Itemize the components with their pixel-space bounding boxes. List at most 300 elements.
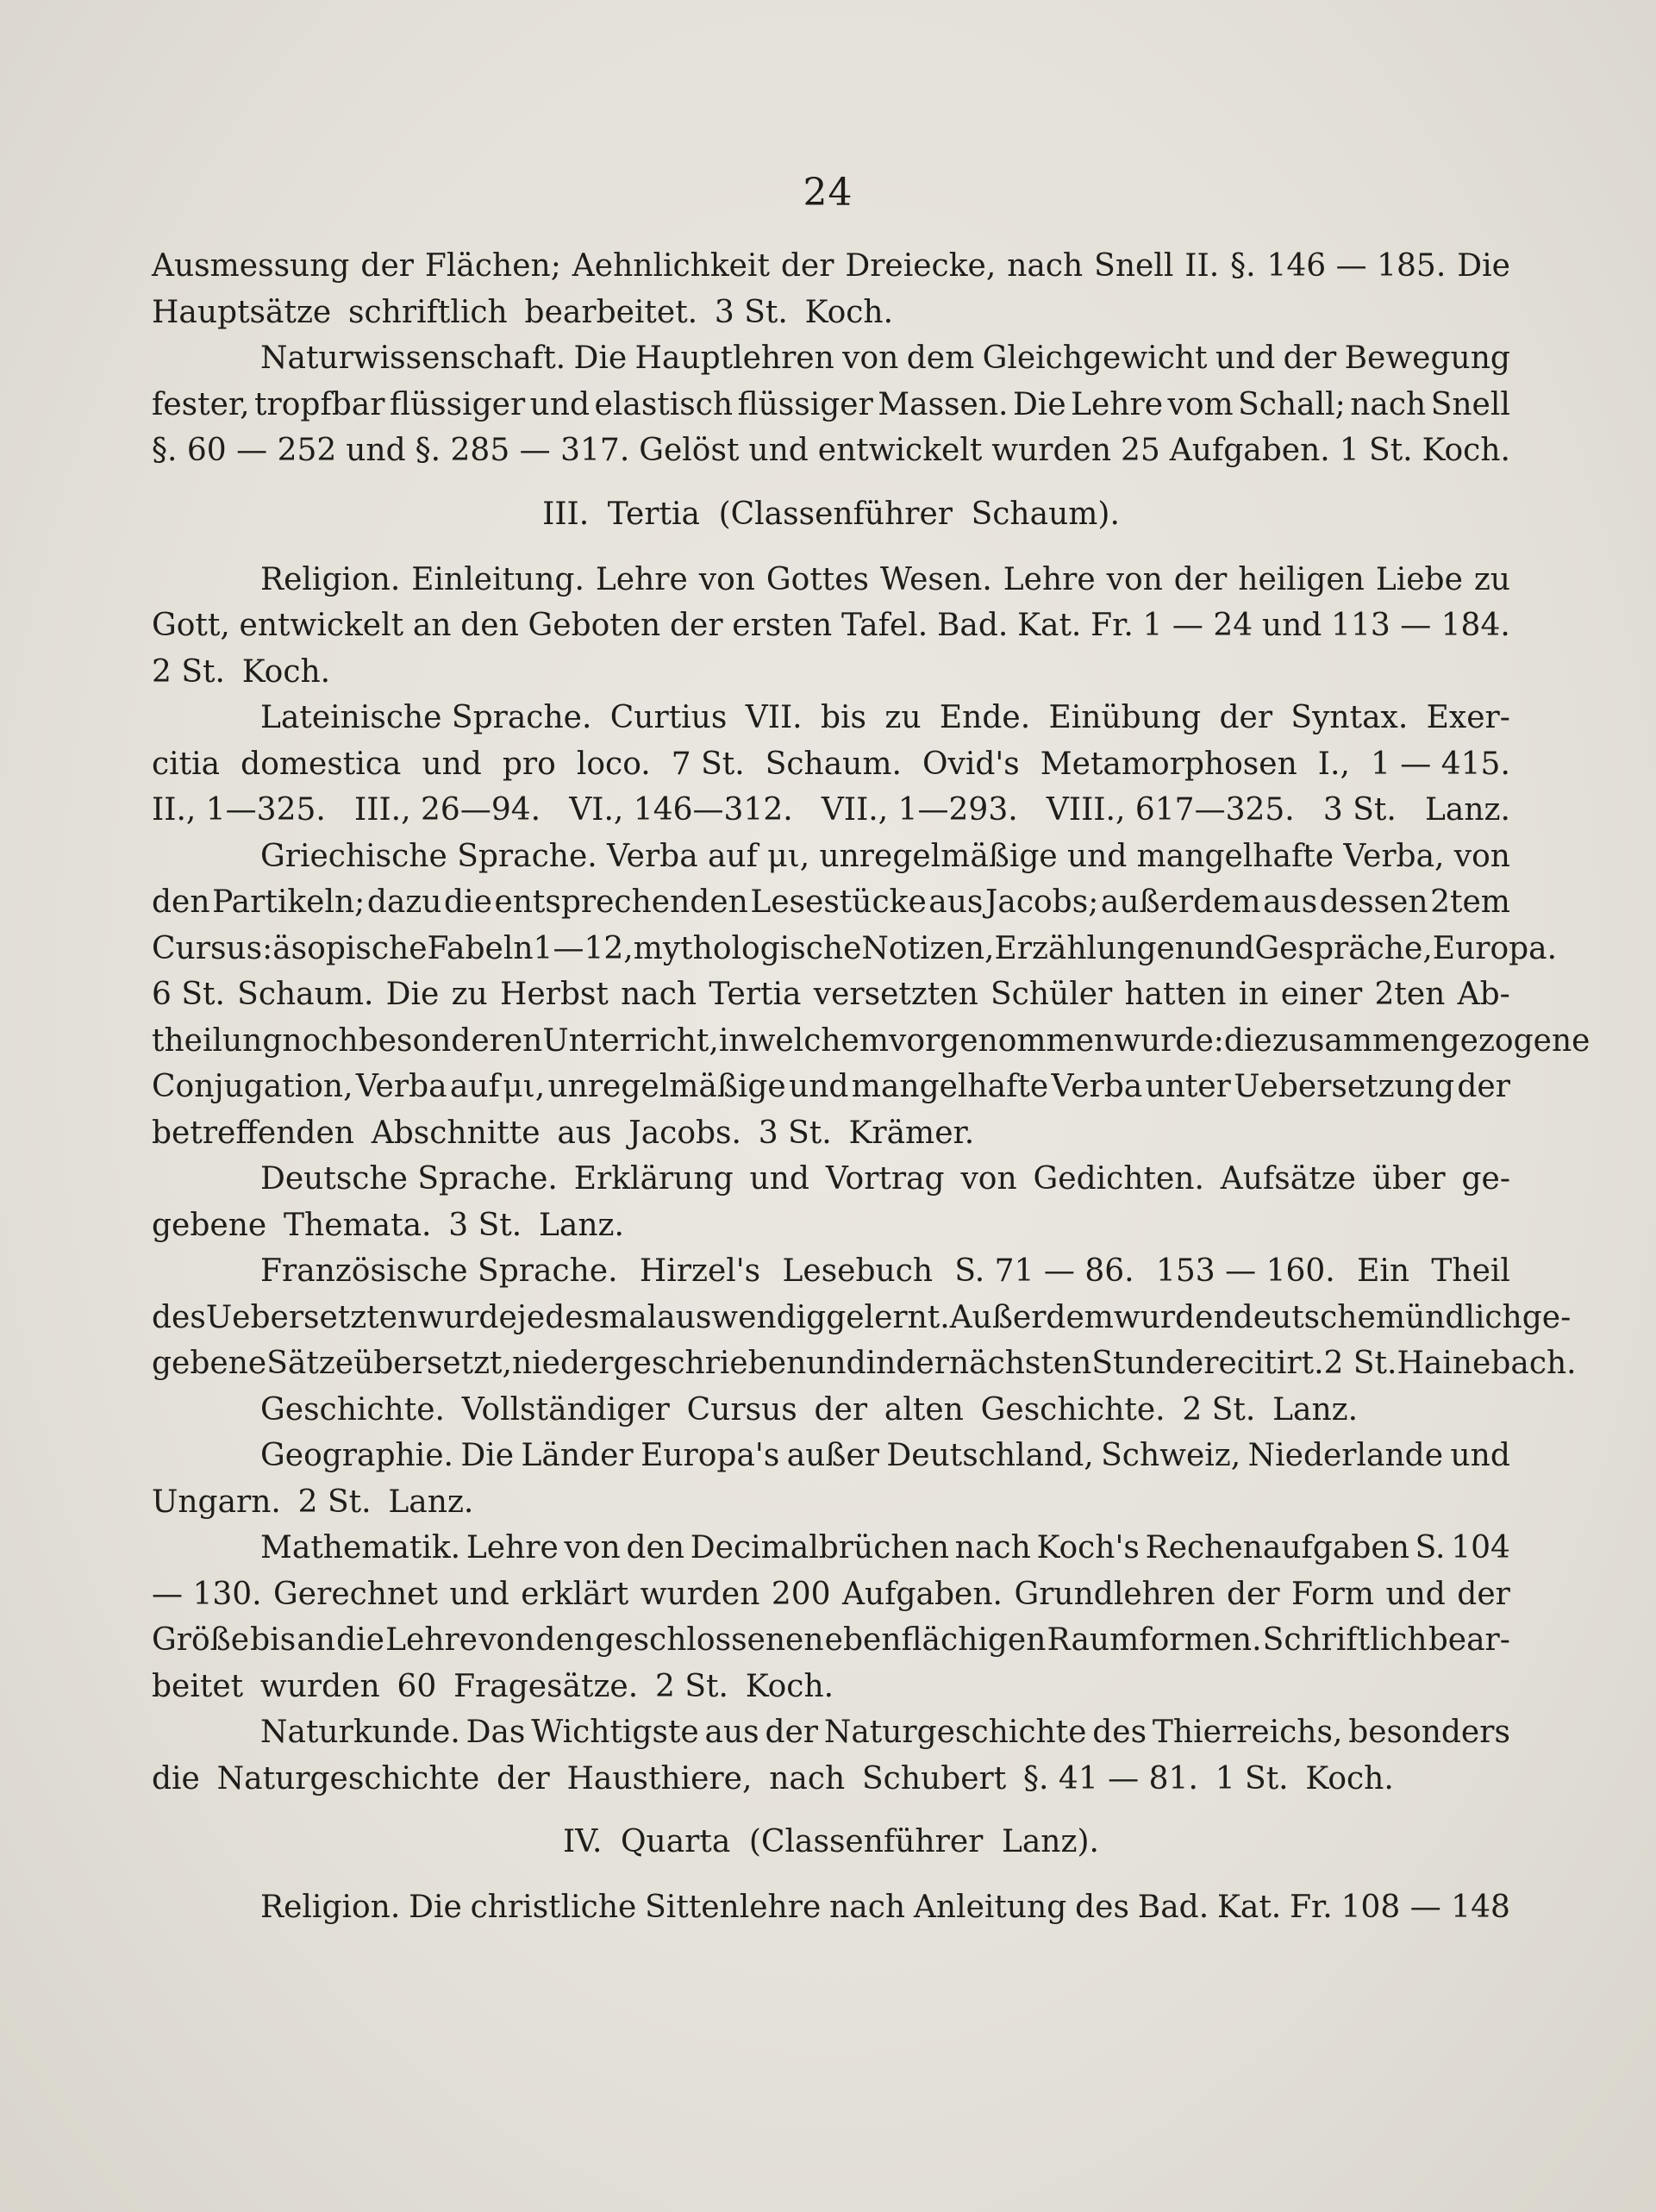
text-line: [152, 787, 1510, 834]
word: ge-: [1522, 1299, 1572, 1335]
word: 60: [397, 1668, 437, 1704]
word: welchem: [748, 1022, 889, 1059]
word: unregelmäßige: [819, 838, 1058, 874]
word: nach: [954, 1530, 1031, 1565]
text-line: [152, 741, 1510, 788]
section-heading: [152, 491, 1510, 540]
word: die: [1223, 1022, 1272, 1059]
word: zu: [884, 700, 922, 735]
word: Wichtigste: [531, 1715, 699, 1750]
text-line: [152, 879, 1510, 926]
word: theilung: [152, 1022, 283, 1059]
word: vorgenommen: [888, 1022, 1115, 1059]
text-line: [152, 1295, 1572, 1341]
word: Quarta: [621, 1824, 731, 1859]
word: die: [336, 1622, 384, 1658]
word: noch: [282, 1022, 359, 1059]
word: flüssiger: [737, 386, 873, 422]
word: einer: [1280, 977, 1363, 1012]
word: wurden: [991, 433, 1112, 468]
word: recitirt.: [1203, 1346, 1324, 1381]
word: Form: [1290, 1576, 1374, 1612]
word: Stunde: [1091, 1346, 1204, 1381]
word: Abschnitte: [371, 1115, 541, 1151]
word: Die: [573, 341, 628, 376]
word: 3 St.: [758, 1115, 832, 1151]
word: Hauptsätze: [152, 294, 332, 330]
word: wurden: [1113, 1299, 1234, 1335]
word: Aufgaben.: [1169, 433, 1330, 468]
word: Schaum).: [971, 496, 1120, 532]
word: unregelmäßige: [547, 1069, 786, 1104]
word: der: [669, 608, 723, 643]
word: Sätze: [266, 1346, 354, 1381]
word: Snell: [1094, 248, 1174, 284]
word: der: [780, 248, 834, 284]
word: 1—12,: [533, 930, 634, 966]
word: VII.: [745, 700, 803, 735]
word: 25: [1120, 433, 1160, 468]
word: 2 St.: [1182, 1391, 1256, 1428]
word: zu: [451, 977, 488, 1012]
word: Schall;: [1238, 386, 1346, 422]
word: der: [1457, 1069, 1510, 1104]
word: Lehre: [466, 1530, 559, 1565]
word: 146 — 185.: [1266, 248, 1447, 284]
word: Ab-: [1457, 977, 1510, 1012]
word: Verba: [606, 838, 698, 874]
word: und: [1215, 341, 1276, 376]
word: Bad.: [1137, 1890, 1209, 1925]
word: Flächen;: [424, 248, 561, 284]
page-number: 24: [803, 171, 853, 215]
word: Religion.: [260, 1890, 401, 1925]
word: 2 St.: [654, 1668, 728, 1704]
word: Lehre: [385, 1622, 478, 1658]
word: dessen: [1319, 884, 1428, 920]
word: auf: [707, 838, 758, 874]
text-line: [152, 649, 1510, 696]
word: 2 St.: [1323, 1346, 1397, 1381]
word: Metamorphosen: [1040, 746, 1297, 782]
word: Naturkunde.: [260, 1715, 460, 1750]
word: Exer-: [1426, 700, 1510, 735]
word: und: [422, 746, 482, 782]
word: Geschichte.: [260, 1391, 445, 1428]
word: Themata.: [284, 1207, 432, 1243]
word: dazu: [366, 884, 442, 920]
word: gelernt.: [826, 1299, 950, 1335]
word: 2 St.: [297, 1484, 372, 1520]
word: §.: [1230, 248, 1256, 284]
word: und: [529, 386, 591, 422]
word: Cursus:: [152, 930, 273, 966]
word: Die: [1457, 248, 1510, 284]
word: Geographie.: [260, 1438, 453, 1473]
word: 153 — 160.: [1155, 1253, 1335, 1289]
word: bearbeitet.: [524, 294, 698, 330]
text-line: [152, 926, 1558, 972]
word: Aufgaben.: [842, 1576, 1003, 1612]
word: §. 285 — 317.: [415, 433, 630, 468]
word: Curtius: [609, 700, 728, 735]
word: aus: [704, 1715, 759, 1750]
text-line: [152, 243, 1510, 290]
word: die: [444, 884, 492, 920]
word: Die: [460, 1438, 515, 1473]
word: von: [960, 1161, 1017, 1197]
text-line: [152, 382, 1510, 428]
word: des: [1075, 1890, 1129, 1925]
word: von: [842, 341, 899, 376]
word: Niederlande: [1247, 1438, 1444, 1473]
word: hatten: [1124, 977, 1227, 1012]
text-line: [152, 834, 1510, 880]
word: Vortrag: [825, 1161, 945, 1197]
word: des: [152, 1299, 206, 1335]
word: Lanz.: [539, 1207, 624, 1243]
word: Krämer.: [848, 1115, 975, 1151]
word: und: [1261, 608, 1322, 643]
word: Bewegung: [1344, 341, 1510, 376]
section-gap: [152, 1867, 1510, 1884]
word: dem: [906, 341, 975, 376]
word: Koch.: [1305, 1760, 1394, 1796]
text-line: [152, 1884, 1510, 1931]
word: Notizen,: [861, 930, 995, 966]
word: den: [626, 1530, 685, 1565]
word: entwickelt: [817, 433, 983, 468]
word: des: [1092, 1715, 1147, 1750]
text-line: [152, 1110, 1510, 1157]
word: in: [1238, 977, 1269, 1012]
word: nach: [769, 1760, 846, 1796]
word: Bad.: [936, 608, 1009, 643]
word: 1 — 24: [1142, 608, 1253, 643]
word: Tafel.: [840, 608, 928, 643]
word: flüssiger: [389, 386, 526, 422]
word: II., 1—325.: [152, 792, 326, 828]
word: Geboten: [528, 608, 661, 643]
word: mangelhafte: [851, 1069, 1049, 1104]
word: Schweiz,: [1101, 1438, 1241, 1473]
word: Europa's: [641, 1438, 780, 1473]
word: von: [1453, 838, 1510, 874]
word: in: [865, 1346, 897, 1381]
word: schriftlich: [348, 294, 508, 330]
word: Gott,: [152, 608, 230, 643]
word: Cursus: [686, 1391, 797, 1428]
word: Grundlehren: [1014, 1576, 1215, 1612]
word: Lanz.: [1424, 792, 1510, 828]
word: II.: [1184, 248, 1220, 284]
text-line: [152, 603, 1510, 649]
word: Tertia: [607, 496, 700, 532]
word: μι,: [767, 838, 810, 874]
word: Lehre: [1071, 386, 1164, 422]
word: Erzählungen: [994, 930, 1195, 966]
word: Fragesätze.: [453, 1668, 639, 1704]
word: wurde:: [1114, 1022, 1224, 1059]
word: citia: [152, 746, 221, 782]
word: mangelhafte: [1136, 838, 1334, 874]
word: Gottes: [766, 561, 870, 597]
word: tropfbar: [254, 386, 385, 422]
word: Gedichten.: [1033, 1161, 1204, 1197]
word: 2tem: [1430, 884, 1510, 920]
word: jedesmal: [516, 1299, 658, 1335]
word: Tertia: [709, 977, 802, 1012]
word: der: [814, 1391, 868, 1428]
word: äsopische: [272, 930, 428, 966]
word: unter: [1145, 1069, 1231, 1104]
section-gap: [152, 474, 1510, 491]
word: Liebe: [1375, 561, 1463, 597]
word: VIII., 617—325.: [1046, 792, 1295, 828]
word: 108 — 148: [1340, 1890, 1510, 1925]
word: der: [1283, 341, 1337, 376]
word: an: [412, 608, 452, 643]
word: 2ten: [1374, 977, 1446, 1012]
word: die: [152, 1760, 200, 1796]
word: Koch.: [804, 294, 894, 330]
text-line: [152, 290, 1510, 336]
word: 200: [771, 1576, 831, 1612]
word: gebene: [152, 1207, 267, 1243]
word: domestica: [241, 746, 402, 782]
word: der: [497, 1760, 550, 1796]
word: Schaum.: [237, 977, 374, 1012]
word: mündlich: [1375, 1299, 1522, 1335]
word: ebenflächigen: [824, 1622, 1047, 1658]
body-text: [152, 243, 1590, 1931]
text-line: [152, 1617, 1510, 1664]
word: Naturgeschichte: [216, 1760, 480, 1796]
word: an: [297, 1622, 335, 1658]
word: Fr.: [1090, 608, 1134, 643]
word: von: [1106, 561, 1163, 597]
word: Verba: [1051, 1069, 1143, 1104]
word: von: [698, 561, 755, 597]
word: ersten: [732, 608, 833, 643]
word: der: [1457, 1576, 1510, 1612]
word: 1 — 415.: [1370, 746, 1510, 782]
word: 2 St.: [152, 653, 225, 690]
word: der: [360, 248, 414, 284]
word: Deutsche Sprache.: [260, 1161, 558, 1197]
word: Syntax.: [1290, 700, 1409, 735]
word: — 130.: [152, 1576, 262, 1612]
word: S.: [1415, 1530, 1446, 1565]
word: Schriftlich: [1262, 1622, 1428, 1658]
word: Rechenaufgaben: [1145, 1530, 1409, 1565]
word: der: [1219, 700, 1273, 735]
section-heading: [152, 1819, 1510, 1867]
word: und: [806, 1346, 866, 1381]
word: Französische Sprache.: [260, 1253, 618, 1289]
word: Fr.: [1290, 1890, 1333, 1925]
word: wurden: [640, 1576, 760, 1612]
word: IV.: [563, 1824, 603, 1859]
text-line: [152, 695, 1510, 741]
word: den: [152, 884, 210, 920]
word: heiligen: [1238, 561, 1365, 597]
word: in: [718, 1022, 749, 1059]
word: besonderen: [358, 1022, 543, 1059]
word: zu: [1473, 561, 1510, 597]
word: §. 41 — 81.: [1023, 1760, 1198, 1796]
word: 6 St.: [152, 977, 225, 1012]
word: S. 71 — 86.: [954, 1253, 1134, 1289]
word: Europa.: [1432, 930, 1558, 966]
word: Koch.: [1422, 433, 1510, 468]
word: nach: [621, 977, 697, 1012]
word: Die: [385, 977, 440, 1012]
word: Hausthiere,: [566, 1760, 753, 1796]
word: Kat.: [1216, 1890, 1282, 1925]
word: Verba,: [1343, 838, 1445, 874]
word: Lateinische Sprache.: [260, 700, 592, 735]
word: Gleichgewicht: [982, 341, 1208, 376]
text-line: [152, 1479, 1510, 1526]
word: entwickelt: [239, 608, 404, 643]
word: von: [478, 1622, 535, 1658]
word: ge-: [1461, 1161, 1510, 1197]
word: Hainebach.: [1397, 1346, 1577, 1381]
text-line: [152, 1248, 1510, 1295]
word: und: [449, 1576, 509, 1612]
word: Dreiecke,: [845, 248, 997, 284]
word: versetzten: [813, 977, 978, 1012]
word: Lesebuch: [782, 1253, 934, 1289]
word: Die: [1012, 386, 1066, 422]
word: deutsche: [1233, 1299, 1376, 1335]
word: 113 — 184.: [1331, 608, 1510, 643]
word: Schubert: [862, 1760, 1007, 1796]
word: Verba: [355, 1069, 447, 1104]
word: Einleitung.: [411, 561, 584, 597]
word: und: [1194, 930, 1255, 966]
word: Kat.: [1017, 608, 1082, 643]
word: Naturwissenschaft.: [260, 341, 566, 376]
word: Naturgeschichte: [823, 1715, 1087, 1750]
word: Sittenlehre: [645, 1890, 822, 1925]
word: Größe: [152, 1622, 249, 1658]
word: nach: [1350, 386, 1427, 422]
word: Jacobs;: [984, 884, 1099, 920]
word: Aehnlichkeit: [572, 248, 770, 284]
text-line: [152, 1018, 1590, 1065]
word: beitet: [152, 1668, 244, 1704]
word: Außerdem: [949, 1299, 1114, 1335]
text-line: [152, 1664, 1510, 1710]
word: Thierreichs,: [1152, 1715, 1343, 1750]
word: 3 St.: [1322, 792, 1397, 828]
word: III.: [542, 496, 590, 532]
text-line: [152, 1387, 1510, 1434]
word: Gerechnet: [273, 1576, 438, 1612]
word: und: [1066, 838, 1128, 874]
word: christliche: [470, 1890, 637, 1925]
word: und: [1450, 1438, 1510, 1473]
word: Vollständiger: [461, 1391, 670, 1428]
word: Mathematik.: [260, 1530, 461, 1565]
word: alten: [884, 1391, 964, 1428]
text-line: [152, 1156, 1510, 1203]
word: und: [749, 1161, 809, 1197]
word: Lehre: [595, 561, 688, 597]
text-line: [152, 1572, 1510, 1618]
word: §. 60 — 252: [152, 433, 337, 468]
word: VII., 1—293.: [821, 792, 1018, 828]
word: entsprechenden: [494, 884, 748, 920]
word: Herbst: [499, 977, 609, 1012]
word: Die: [409, 1890, 462, 1925]
word: III., 26—94.: [354, 792, 541, 828]
word: Koch.: [745, 1668, 834, 1704]
word: zusammengezogene: [1272, 1022, 1590, 1059]
word: wurden: [259, 1668, 380, 1704]
word: loco.: [576, 746, 651, 782]
word: Jacobs.: [628, 1115, 741, 1151]
word: Lehre: [1003, 561, 1096, 597]
word: (Classenführer: [718, 496, 953, 532]
word: bis: [250, 1622, 297, 1658]
text-line: [152, 972, 1510, 1018]
word: niedergeschrieben: [511, 1346, 807, 1381]
word: erklärt: [521, 1576, 629, 1612]
word: (Classenführer: [748, 1824, 984, 1859]
word: und: [346, 433, 406, 468]
word: 7 St.: [671, 746, 745, 782]
word: Ovid's: [922, 746, 1020, 782]
word: und: [789, 1069, 849, 1104]
word: aus: [928, 884, 984, 920]
word: der: [896, 1346, 949, 1381]
word: I.,: [1317, 746, 1350, 782]
word: Das: [466, 1715, 526, 1750]
word: der: [1226, 1576, 1280, 1612]
word: außer: [786, 1438, 879, 1473]
word: und: [1385, 1576, 1446, 1612]
word: Koch's: [1036, 1530, 1140, 1565]
word: elastisch: [594, 386, 734, 422]
word: 3 St.: [448, 1207, 522, 1243]
word: nach: [1007, 248, 1084, 284]
word: Ein: [1357, 1253, 1410, 1289]
word: besonders: [1348, 1715, 1510, 1750]
word: den: [460, 608, 519, 643]
word: Massen.: [878, 386, 1009, 422]
word: Conjugation,: [152, 1069, 353, 1104]
word: μι,: [503, 1069, 546, 1104]
word: den: [535, 1622, 595, 1658]
word: Einübung: [1048, 700, 1202, 735]
word: 1 St.: [1339, 433, 1413, 468]
word: aus: [1263, 884, 1318, 920]
word: Ende.: [939, 700, 1031, 735]
word: Länder: [521, 1438, 634, 1473]
word: Ausmessung: [152, 248, 350, 284]
word: Lanz.: [388, 1484, 474, 1520]
word: Lanz.: [1272, 1391, 1359, 1428]
word: außerdem: [1100, 884, 1261, 920]
text-line: [152, 335, 1510, 382]
word: geschlossenen: [595, 1622, 824, 1658]
word: nach: [829, 1890, 906, 1925]
word: Griechische Sprache.: [260, 838, 597, 874]
word: Uebersetzung: [1234, 1069, 1455, 1104]
